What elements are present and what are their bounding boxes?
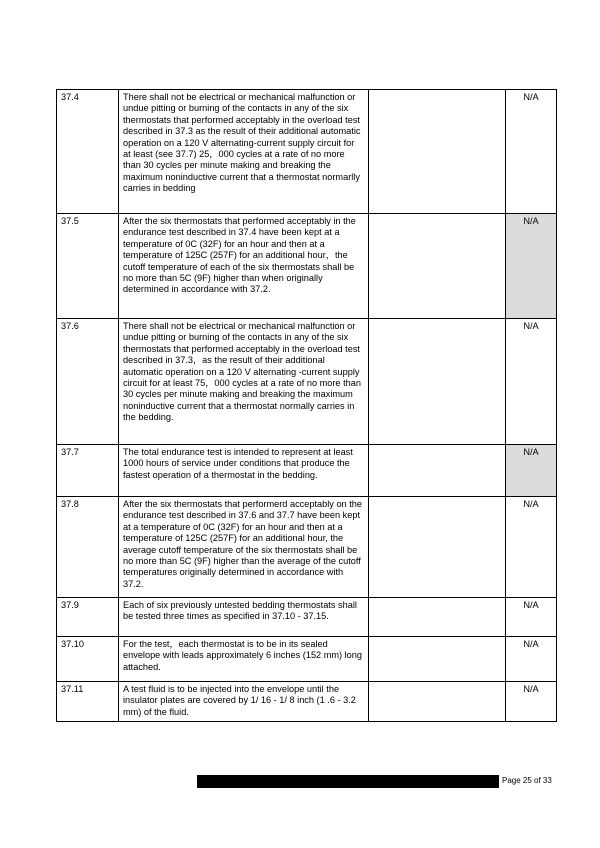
table-row: [57, 637, 557, 682]
result-cell: [369, 319, 506, 445]
requirement-text: There shall not be electrical or mechanical malfunction or undue pitting or burning of the contacts in any of the six thermostats that performed acceptably in the overload test described in 37.3 as the result of their additional automatic operation on a 120 V alternating-current supply circuit for at least (see 37.7) 25，000 cycles at a rate of no more than 30 cycles per minute making and breaking the maximum noninductive current that a thermostat normarlly carries in bedding: [119, 90, 369, 214]
result-cell: [369, 90, 506, 214]
result-cell: [369, 214, 506, 319]
verdict-cell: N/A: [506, 445, 557, 497]
table-row: [57, 214, 557, 319]
clause-number: 37.6: [57, 319, 119, 445]
verdict-cell: N/A: [506, 319, 557, 445]
requirement-text: A test fluid is to be injected into the envelope until the insulator plates are covered by 1/ 16 - 1/ 8 inch (1 .6 - 3.2 mm) of the fluid.: [119, 682, 369, 722]
verdict-cell: N/A: [506, 90, 557, 214]
clause-number: 37.8: [57, 497, 119, 598]
table-row: [57, 90, 557, 214]
requirements-table: [56, 89, 557, 722]
table-body: [57, 90, 557, 722]
verdict-cell: N/A: [506, 497, 557, 598]
verdict-cell: N/A: [506, 637, 557, 682]
requirement-text: There shall not be electrical or mechanical malfunction or undue pitting or burning of the contacts in any of the six thermostats that performed acceptably in the overload test described in 37.3，as the result of their additional automatic operation on a 120 V alternating -current supply circuit for at least 75，000 cycles at a rate of no more than 30 cycles per minute making and breaking the maximum noninductive current that a thermostat normally carries in the bedding.: [119, 319, 369, 445]
result-cell: [369, 445, 506, 497]
clause-number: 37.11: [57, 682, 119, 722]
clause-number: 37.10: [57, 637, 119, 682]
verdict-cell: N/A: [506, 682, 557, 722]
verdict-cell: N/A: [506, 214, 557, 319]
table-row: [57, 682, 557, 722]
clause-number: 37.9: [57, 598, 119, 637]
clause-number: 37.4: [57, 90, 119, 214]
result-cell: [369, 637, 506, 682]
result-cell: [369, 682, 506, 722]
result-cell: [369, 598, 506, 637]
requirement-text: After the six thermostats that performed acceptably in the endurance test described in 37.4 have been kept at a temperature of 0C (32F) for an hour and then at a temperature of 125C (257F) for an additional hour，the cutoff temperature of each of the six thermostats shall be no more than 5C (9F) higher than when originally determined in accordance with 37.2.: [119, 214, 369, 319]
requirement-text: For the test，each thermostat is to be in its sealed envelope with leads approximately 6 inches (152 mm) long attached.: [119, 637, 369, 682]
page-number: Page 25 of 33: [502, 776, 552, 785]
clause-number: 37.7: [57, 445, 119, 497]
table-row: [57, 497, 557, 598]
table-row: [57, 445, 557, 497]
requirement-text: The total endurance test is intended to represent at least 1000 hours of service under conditions that produce the fastest operation of a thermostat in the bedding.: [119, 445, 369, 497]
verdict-cell: N/A: [506, 598, 557, 637]
table-row: [57, 598, 557, 637]
requirement-text: Each of six previously untested bedding thermostats shall be tested three times as specified in 37.10 - 37.15.: [119, 598, 369, 637]
result-cell: [369, 497, 506, 598]
requirement-text: After the six thermostats that performerd acceptably on the endurance test described in 37.6 and 37.7 have been kept at a temperature of 0C (32F) for an hour and then at a temperature of 125C (257F) for an additional hour, the average cutoff temperature of the six thermostats shall be no more than 5C (9F) higher than the average of the cutoff temperatures originally determined in accordance with 37.2.: [119, 497, 369, 598]
clause-number: 37.5: [57, 214, 119, 319]
redaction-bar: [197, 775, 499, 788]
table-row: [57, 319, 557, 445]
